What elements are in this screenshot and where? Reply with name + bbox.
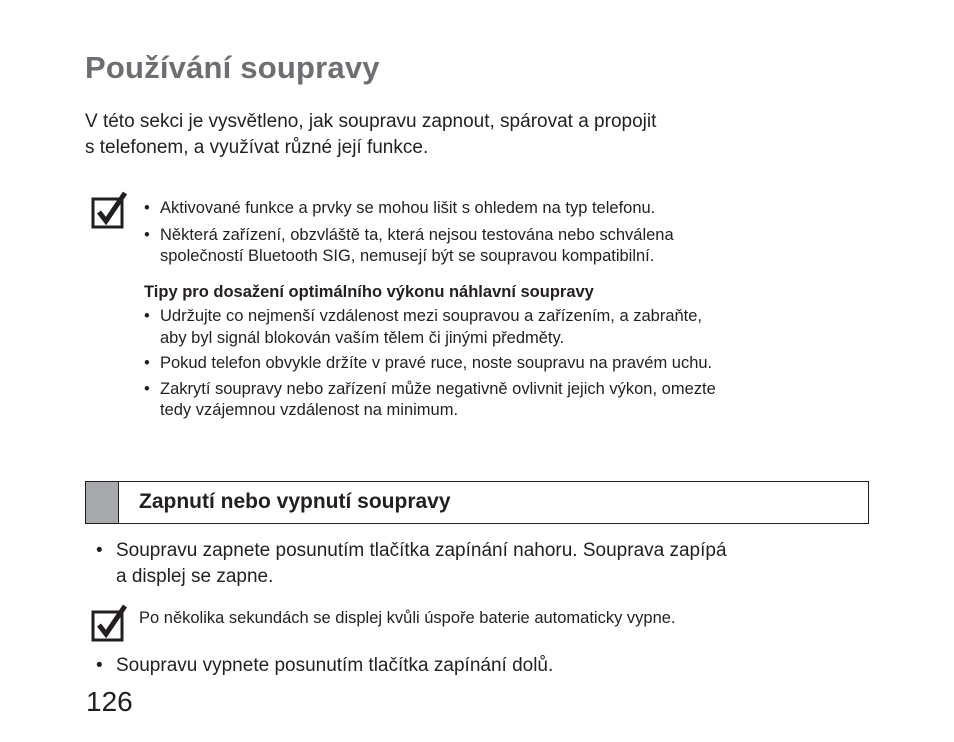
checkbox-check-icon — [91, 603, 131, 643]
step-text: Soupravu zapnete posunutím tlačítka zapínání nahoru. Souprava zapípá — [116, 540, 727, 561]
tip-item — [144, 379, 716, 422]
bullet-dot: • — [96, 540, 103, 561]
step-text: Soupravu vypnete posunutím tlačítka zapínání dolů. — [116, 655, 554, 676]
section-marker — [86, 482, 119, 523]
step-off — [96, 653, 553, 679]
step-on — [96, 538, 727, 590]
bullet-dot: • — [144, 225, 150, 244]
intro-paragraph — [85, 109, 805, 161]
tips-title: Tipy pro dosažení optimálního výkonu náhlavní soupravy — [144, 282, 594, 301]
tips-list — [144, 306, 716, 422]
note-text: Aktivované funkce a prvky se mohou lišit s ohledem na typ telefonu. — [160, 199, 656, 217]
section-title: Zapnutí nebo vypnutí soupravy — [139, 490, 451, 513]
tip-text: aby byl signál blokován vaším tělem či jinými předměty. — [160, 328, 565, 347]
page-title: Používání soupravy — [85, 50, 380, 85]
bullet-dot: • — [144, 354, 150, 372]
checkbox-check-icon — [91, 190, 131, 230]
tip-text: Udržujte co nejmenší vzdálenost mezi soupravou a zařízením, a zabraňte, — [160, 307, 703, 325]
page-number: 126 — [86, 686, 133, 717]
bullet-dot: • — [144, 379, 150, 398]
display-note: Po několika sekundách se displej kvůli úspoře baterie automaticky vypne. — [139, 609, 676, 627]
section-header — [85, 481, 869, 524]
tip-item — [144, 306, 716, 349]
tip-item — [144, 353, 716, 375]
step-item — [96, 538, 727, 590]
note-list — [144, 198, 716, 268]
step-text: a displej se zapne. — [116, 566, 274, 587]
note-item — [144, 225, 716, 268]
bullet-dot: • — [144, 199, 150, 217]
note-text: společností Bluetooth SIG, nemusejí být se soupravou kompatibilní. — [160, 247, 655, 265]
step-item — [96, 653, 553, 679]
intro-line: s telefonem, a využívat různé její funkce. — [85, 137, 429, 158]
bullet-dot: • — [96, 655, 103, 676]
note-text: Některá zařízení, obzvláště ta, která nejsou testována nebo schválena — [160, 225, 674, 244]
intro-line: V této sekci je vysvětleno, jak soupravu zapnout, spárovat a propojit — [85, 111, 657, 132]
note-item — [144, 198, 716, 220]
tip-text: Zakrytí soupravy nebo zařízení může negativně ovlivnit jejich výkon, omezte — [160, 379, 716, 398]
bullet-dot: • — [144, 307, 150, 325]
note-block — [144, 198, 716, 426]
tip-text: tedy vzájemnou vzdálenost na minimum. — [160, 401, 459, 419]
tip-text: Pokud telefon obvykle držíte v pravé ruce, noste soupravu na pravém uchu. — [160, 354, 713, 372]
